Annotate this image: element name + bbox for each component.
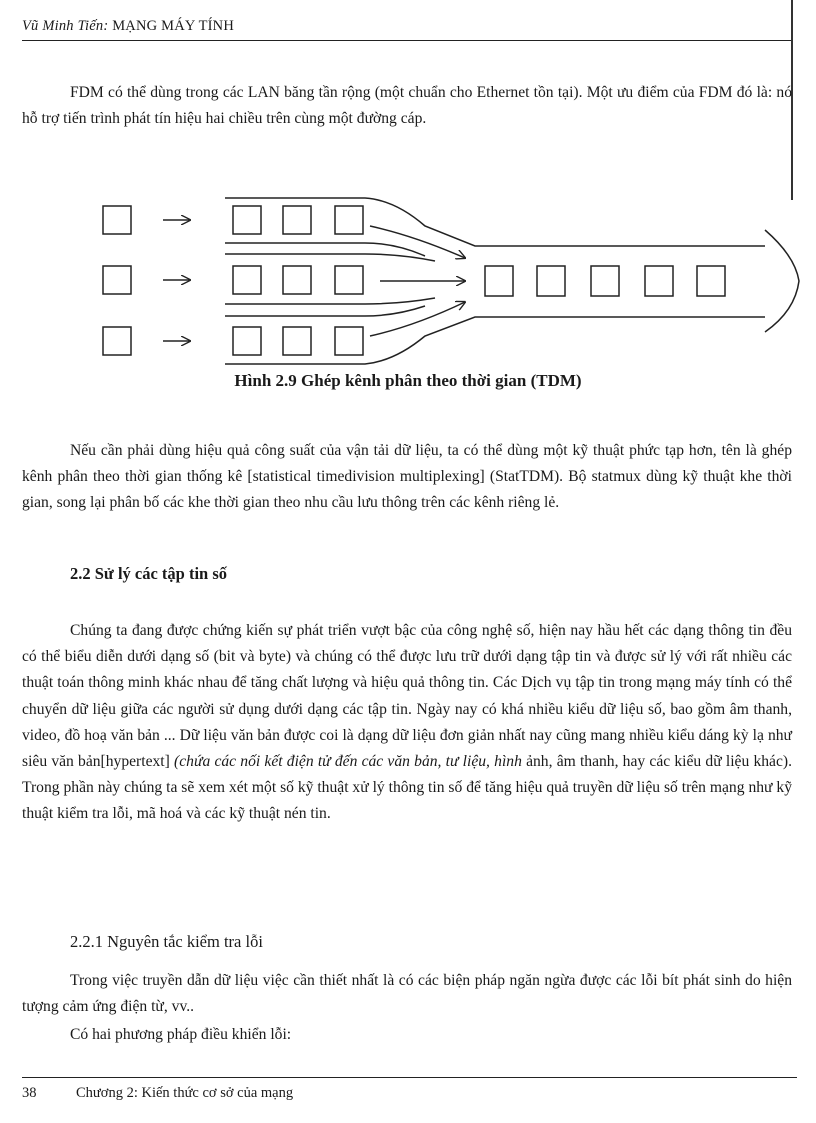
- page-number: 38: [22, 1085, 37, 1101]
- output-box: [645, 266, 673, 296]
- buffer-box: [335, 206, 363, 234]
- paragraph-stattdm: Nếu cần phải dùng hiệu quả công suất của vận tải dữ liệu, ta có thể dùng một kỹ thuật phức tạp hơn, tên là ghép kênh phân theo thời gian thống kê [statistical timedivision multiplexing] (StatTDM). Bộ statmux dùng kỹ thuật khe thời gian, song lại phân bố các khe thời gian theo nhu cầu lưu thông trên các kênh riêng lẻ.: [22, 442, 792, 512]
- footer-rule: [22, 1077, 797, 1078]
- buffer-box: [283, 327, 311, 355]
- subsection-heading: 2.2.1 Nguyên tắc kiểm tra lỗi: [70, 932, 263, 951]
- channel-outline: [225, 198, 765, 246]
- paragraph-fdm: FDM có thể dùng trong các LAN băng tần rộng (một chuẩn cho Ethernet tồn tại). Một ưu điểm của FDM đó là: nó hỗ trợ tiến trình phát tín hiệu hai chiều trên cùng một đường cáp.: [22, 84, 792, 128]
- buffer-box: [233, 327, 261, 355]
- channel-outline: [225, 254, 435, 261]
- body-text: Chúng ta đang được chứng kiến sự phát triển vượt bậc của công nghệ số, hiện nay hầu hết các dạng thông tin đều có thể biểu diễn dưới dạng số (bit và byte) và chúng có thể được lưu trữ dưới dạng tập tin và được sử lý với rất nhiều các thuật toán thông minh khác nhau để tăng chất lượng và hiệu quả thông tin. Các Dịch vụ tập tin trong mạng máy tính có thể chuyển dữ liệu giữa các người sử dụng dưới dạng các tập tin. Ngày nay có khá nhiều kiểu dữ liệu số, bao gồm âm thanh, video, đồ hoạ văn bản ... Dữ liệu văn bản được coi là dạng dữ liệu đơn giản nhất nay cũng mang nhiều kiểu dáng kỳ lạ như siêu văn bản[hypertext]: [22, 622, 792, 771]
- paragraph-methods: Có hai phương pháp điều khiển lỗi:: [70, 1026, 292, 1043]
- chapter-title: Chương 2: Kiến thức cơ sở của mạng: [76, 1085, 294, 1101]
- header-author: Vũ Minh Tiến:: [22, 18, 109, 34]
- buffer-box: [335, 266, 363, 294]
- input-box: [103, 327, 131, 355]
- channel-outline: [225, 298, 435, 304]
- header-title: MẠNG MÁY TÍNH: [112, 18, 235, 34]
- output-arrow-head: [765, 230, 799, 332]
- figure-caption: Hình 2.9 Ghép kênh phân theo thời gian (TDM): [234, 371, 582, 390]
- output-box: [591, 266, 619, 296]
- section-heading: 2.2 Sử lý các tập tin số: [70, 564, 228, 583]
- input-box: [103, 206, 131, 234]
- channel-outline: [225, 317, 765, 364]
- merge-arrow: [370, 302, 465, 336]
- buffer-box: [283, 206, 311, 234]
- buffer-box: [335, 327, 363, 355]
- body-text-italic: (chứa các nối kết điện tử đến các văn bản, tư liệu, hình: [169, 753, 522, 771]
- paragraph-error-check: Trong việc truyền dẫn dữ liệu việc cần thiết nhất là có các biện pháp ngăn ngừa được các lỗi bít phát sinh do hiện tượng cảm ứng điện từ, vv..: [22, 972, 792, 1016]
- output-box: [537, 266, 565, 296]
- channel-outline: [225, 306, 425, 316]
- page-header: [22, 18, 792, 41]
- buffer-box: [233, 206, 261, 234]
- paragraph-digital-files: [22, 618, 792, 828]
- body-text: ảnh, âm thanh, hay các kiểu dữ liệu khác). Trong phần này chúng ta sẽ xem xét một số kỹ thuật xử lý thông tin số để tăng hiệu quả truyền dữ liệu số trên mạng như kỹ thuật kiểm tra lỗi, mã hoá và các kỹ thuật nén tin.: [22, 753, 792, 823]
- input-box: [103, 266, 131, 294]
- buffer-box: [233, 266, 261, 294]
- output-box: [485, 266, 513, 296]
- tdm-figure: [95, 186, 805, 368]
- page-footer: [22, 1085, 293, 1102]
- output-box: [697, 266, 725, 296]
- buffer-box: [283, 266, 311, 294]
